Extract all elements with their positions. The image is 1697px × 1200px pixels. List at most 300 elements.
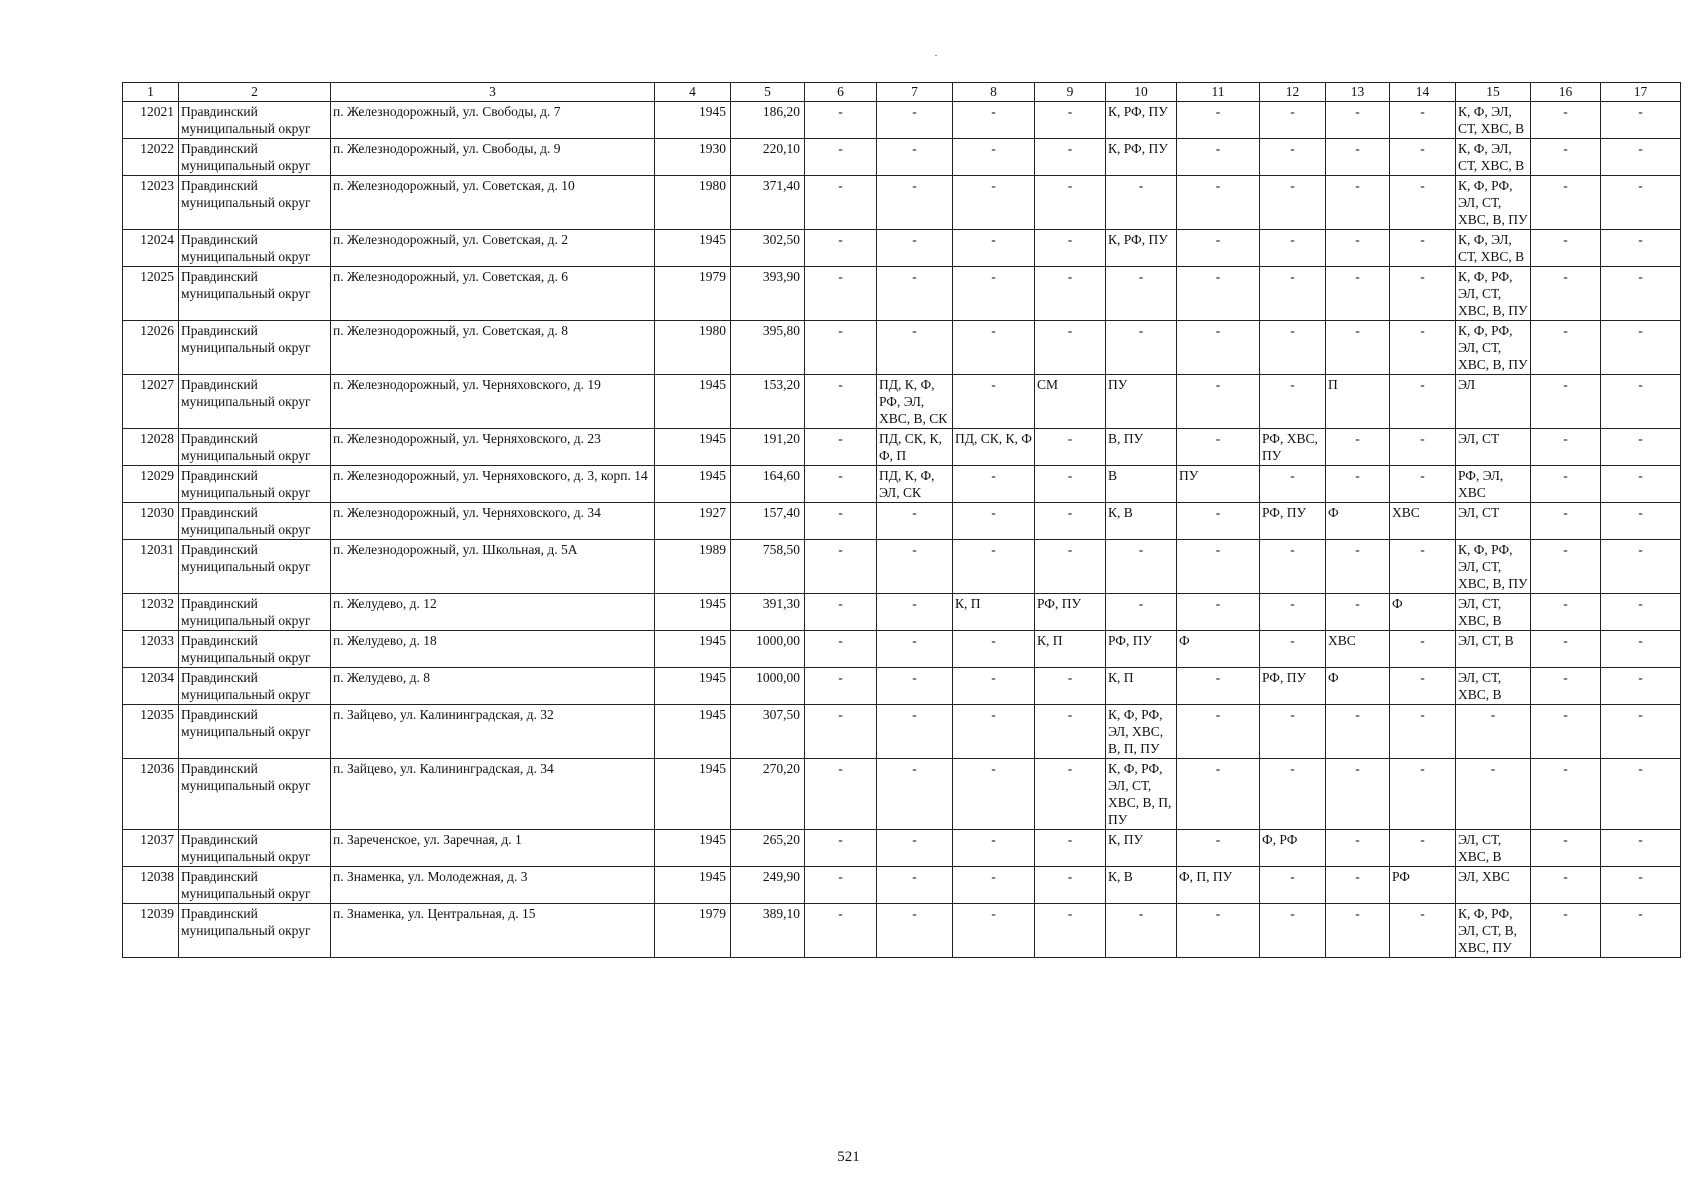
table-cell-col-17: - <box>1601 540 1681 594</box>
table-cell-col-8: К, П <box>953 594 1035 631</box>
table-cell-col-1: 12029 <box>123 466 179 503</box>
table-cell-col-12: - <box>1260 230 1326 267</box>
table-cell-col-16: - <box>1531 267 1601 321</box>
table-cell-col-14: - <box>1390 668 1456 705</box>
table-cell-col-3: п. Зареченское, ул. Заречная, д. 1 <box>331 830 655 867</box>
table-cell-col-11: ПУ <box>1177 466 1260 503</box>
table-cell-col-11: - <box>1177 503 1260 540</box>
table-row <box>123 867 1681 904</box>
table-cell-col-1: 12038 <box>123 867 179 904</box>
table-cell-col-2: Правдинский муниципальный округ <box>179 594 331 631</box>
table-cell-col-3: п. Железнодорожный, ул. Черняховского, д. 34 <box>331 503 655 540</box>
table-cell-col-2: Правдинский муниципальный округ <box>179 503 331 540</box>
table-cell-col-4: 1945 <box>655 668 731 705</box>
table-cell-col-17: - <box>1601 102 1681 139</box>
table-cell-col-5: 1000,00 <box>731 631 805 668</box>
table-cell-col-2: Правдинский муниципальный округ <box>179 466 331 503</box>
table-cell-col-1: 12033 <box>123 631 179 668</box>
table-cell-col-16: - <box>1531 668 1601 705</box>
column-header-12: 12 <box>1260 83 1326 102</box>
table-cell-col-7: - <box>877 631 953 668</box>
table-cell-col-8: - <box>953 904 1035 958</box>
table-cell-col-8: - <box>953 830 1035 867</box>
table-cell-col-7: ПД, К, Ф, РФ, ЭЛ, ХВС, В, СК <box>877 375 953 429</box>
table-cell-col-11: Ф <box>1177 631 1260 668</box>
table-cell-col-2: Правдинский муниципальный округ <box>179 540 331 594</box>
table-cell-col-15: - <box>1456 705 1531 759</box>
table-cell-col-5: 395,80 <box>731 321 805 375</box>
table-cell-col-5: 371,40 <box>731 176 805 230</box>
table-cell-col-4: 1945 <box>655 375 731 429</box>
table-cell-col-6: - <box>805 759 877 830</box>
table-cell-col-1: 12031 <box>123 540 179 594</box>
table-row <box>123 594 1681 631</box>
table-cell-col-1: 12022 <box>123 139 179 176</box>
table-cell-col-6: - <box>805 867 877 904</box>
table-cell-col-15: К, Ф, РФ, ЭЛ, СТ, В, ХВС, ПУ <box>1456 904 1531 958</box>
table-cell-col-6: - <box>805 102 877 139</box>
table-cell-col-16: - <box>1531 321 1601 375</box>
table-cell-col-3: п. Знаменка, ул. Центральная, д. 15 <box>331 904 655 958</box>
table-cell-col-11: - <box>1177 176 1260 230</box>
table-cell-col-15: К, Ф, РФ, ЭЛ, СТ, ХВС, В, ПУ <box>1456 321 1531 375</box>
table-cell-col-15: ЭЛ, СТ, ХВС, В <box>1456 830 1531 867</box>
table-cell-col-13: - <box>1326 102 1390 139</box>
table-cell-col-7: - <box>877 540 953 594</box>
table-cell-col-10: - <box>1106 540 1177 594</box>
table-cell-col-2: Правдинский муниципальный округ <box>179 830 331 867</box>
table-cell-col-4: 1945 <box>655 631 731 668</box>
table-cell-col-7: - <box>877 139 953 176</box>
table-row <box>123 631 1681 668</box>
table-cell-col-7: - <box>877 267 953 321</box>
table-cell-col-12: - <box>1260 375 1326 429</box>
table-cell-col-7: - <box>877 321 953 375</box>
table-cell-col-13: П <box>1326 375 1390 429</box>
table-cell-col-6: - <box>805 176 877 230</box>
table-cell-col-17: - <box>1601 759 1681 830</box>
table-row <box>123 230 1681 267</box>
table-cell-col-2: Правдинский муниципальный округ <box>179 668 331 705</box>
table-cell-col-9: - <box>1035 759 1106 830</box>
table-cell-col-12: Ф, РФ <box>1260 830 1326 867</box>
table-cell-col-17: - <box>1601 375 1681 429</box>
table-cell-col-4: 1945 <box>655 429 731 466</box>
table-cell-col-10: К, РФ, ПУ <box>1106 230 1177 267</box>
table-cell-col-4: 1945 <box>655 830 731 867</box>
table-cell-col-17: - <box>1601 176 1681 230</box>
table-cell-col-13: ХВС <box>1326 631 1390 668</box>
table-cell-col-6: - <box>805 904 877 958</box>
table-cell-col-15: ЭЛ, ХВС <box>1456 867 1531 904</box>
table-cell-col-8: ПД, СК, К, Ф <box>953 429 1035 466</box>
table-cell-col-7: - <box>877 705 953 759</box>
column-number-header-row <box>123 83 1681 102</box>
table-cell-col-10: - <box>1106 321 1177 375</box>
table-cell-col-12: - <box>1260 705 1326 759</box>
table-cell-col-5: 249,90 <box>731 867 805 904</box>
table-cell-col-8: - <box>953 176 1035 230</box>
table-cell-col-10: - <box>1106 904 1177 958</box>
table-cell-col-9: - <box>1035 904 1106 958</box>
table-cell-col-14: РФ <box>1390 867 1456 904</box>
column-header-17: 17 <box>1601 83 1681 102</box>
table-cell-col-6: - <box>805 321 877 375</box>
table-row <box>123 139 1681 176</box>
table-cell-col-14: - <box>1390 631 1456 668</box>
table-cell-col-15: ЭЛ, СТ, В <box>1456 631 1531 668</box>
table-cell-col-6: - <box>805 594 877 631</box>
table-cell-col-6: - <box>805 466 877 503</box>
table-cell-col-15: К, Ф, ЭЛ, СТ, ХВС, В <box>1456 139 1531 176</box>
table-cell-col-7: ПД, СК, К, Ф, П <box>877 429 953 466</box>
column-header-11: 11 <box>1177 83 1260 102</box>
table-cell-col-5: 265,20 <box>731 830 805 867</box>
table-cell-col-2: Правдинский муниципальный округ <box>179 705 331 759</box>
table-cell-col-6: - <box>805 705 877 759</box>
column-header-10: 10 <box>1106 83 1177 102</box>
table-cell-col-1: 12021 <box>123 102 179 139</box>
table-cell-col-10: К, Ф, РФ, ЭЛ, СТ, ХВС, В, П, ПУ <box>1106 759 1177 830</box>
table-cell-col-9: - <box>1035 540 1106 594</box>
table-cell-col-7: ПД, К, Ф, ЭЛ, СК <box>877 466 953 503</box>
table-cell-col-11: - <box>1177 102 1260 139</box>
table-cell-col-7: - <box>877 830 953 867</box>
table-cell-col-9: - <box>1035 102 1106 139</box>
table-cell-col-1: 12024 <box>123 230 179 267</box>
column-header-9: 9 <box>1035 83 1106 102</box>
table-cell-col-1: 12026 <box>123 321 179 375</box>
table-cell-col-1: 12027 <box>123 375 179 429</box>
table-cell-col-4: 1927 <box>655 503 731 540</box>
table-cell-col-10: К, В <box>1106 867 1177 904</box>
table-cell-col-17: - <box>1601 830 1681 867</box>
table-cell-col-9: РФ, ПУ <box>1035 594 1106 631</box>
table-cell-col-12: РФ, ПУ <box>1260 503 1326 540</box>
table-cell-col-5: 270,20 <box>731 759 805 830</box>
table-cell-col-15: К, Ф, РФ, ЭЛ, СТ, ХВС, В, ПУ <box>1456 540 1531 594</box>
table-cell-col-1: 12023 <box>123 176 179 230</box>
table-cell-col-4: 1945 <box>655 759 731 830</box>
table-cell-col-4: 1945 <box>655 867 731 904</box>
table-cell-col-13: Ф <box>1326 503 1390 540</box>
table-cell-col-5: 157,40 <box>731 503 805 540</box>
table-cell-col-8: - <box>953 705 1035 759</box>
table-cell-col-6: - <box>805 267 877 321</box>
table-cell-col-11: - <box>1177 668 1260 705</box>
table-cell-col-11: - <box>1177 904 1260 958</box>
table-cell-col-7: - <box>877 904 953 958</box>
table-cell-col-9: К, П <box>1035 631 1106 668</box>
table-cell-col-8: - <box>953 267 1035 321</box>
table-cell-col-8: - <box>953 230 1035 267</box>
table-cell-col-12: - <box>1260 321 1326 375</box>
table-cell-col-7: - <box>877 668 953 705</box>
table-cell-col-11: - <box>1177 375 1260 429</box>
table-cell-col-12: - <box>1260 631 1326 668</box>
table-cell-col-13: - <box>1326 705 1390 759</box>
table-cell-col-5: 302,50 <box>731 230 805 267</box>
table-cell-col-14: - <box>1390 429 1456 466</box>
table-cell-col-4: 1989 <box>655 540 731 594</box>
table-cell-col-10: ПУ <box>1106 375 1177 429</box>
table-cell-col-16: - <box>1531 102 1601 139</box>
table-cell-col-7: - <box>877 230 953 267</box>
table-cell-col-10: К, Ф, РФ, ЭЛ, ХВС, В, П, ПУ <box>1106 705 1177 759</box>
table-cell-col-9: - <box>1035 830 1106 867</box>
table-cell-col-2: Правдинский муниципальный округ <box>179 139 331 176</box>
table-cell-col-13: - <box>1326 904 1390 958</box>
table-cell-col-10: К, В <box>1106 503 1177 540</box>
table-cell-col-15: К, Ф, ЭЛ, СТ, ХВС, В <box>1456 102 1531 139</box>
table-cell-col-5: 307,50 <box>731 705 805 759</box>
table-cell-col-8: - <box>953 631 1035 668</box>
column-header-8: 8 <box>953 83 1035 102</box>
table-cell-col-12: РФ, ХВС, ПУ <box>1260 429 1326 466</box>
table-cell-col-15: К, Ф, РФ, ЭЛ, СТ, ХВС, В, ПУ <box>1456 267 1531 321</box>
table-cell-col-3: п. Зайцево, ул. Калининградская, д. 32 <box>331 705 655 759</box>
table-cell-col-1: 12039 <box>123 904 179 958</box>
table-cell-col-13: - <box>1326 176 1390 230</box>
table-cell-col-3: п. Желудево, д. 12 <box>331 594 655 631</box>
table-cell-col-14: - <box>1390 705 1456 759</box>
table-cell-col-15: ЭЛ, СТ <box>1456 429 1531 466</box>
table-cell-col-8: - <box>953 375 1035 429</box>
table-cell-col-12: - <box>1260 759 1326 830</box>
table-cell-col-3: п. Железнодорожный, ул. Черняховского, д. 3, корп. 14 <box>331 466 655 503</box>
table-cell-col-6: - <box>805 139 877 176</box>
table-cell-col-13: Ф <box>1326 668 1390 705</box>
table-cell-col-7: - <box>877 867 953 904</box>
table-cell-col-13: - <box>1326 230 1390 267</box>
table-cell-col-2: Правдинский муниципальный округ <box>179 904 331 958</box>
table-cell-col-8: - <box>953 503 1035 540</box>
table-cell-col-5: 220,10 <box>731 139 805 176</box>
table-cell-col-4: 1980 <box>655 321 731 375</box>
table-cell-col-16: - <box>1531 375 1601 429</box>
table-cell-col-5: 191,20 <box>731 429 805 466</box>
table-row <box>123 429 1681 466</box>
table-cell-col-1: 12036 <box>123 759 179 830</box>
table-cell-col-3: п. Железнодорожный, ул. Советская, д. 8 <box>331 321 655 375</box>
table-cell-col-12: РФ, ПУ <box>1260 668 1326 705</box>
table-cell-col-9: - <box>1035 176 1106 230</box>
table-cell-col-2: Правдинский муниципальный округ <box>179 230 331 267</box>
table-cell-col-12: - <box>1260 867 1326 904</box>
table-cell-col-12: - <box>1260 540 1326 594</box>
table-cell-col-7: - <box>877 503 953 540</box>
table-cell-col-1: 12035 <box>123 705 179 759</box>
table-cell-col-2: Правдинский муниципальный округ <box>179 321 331 375</box>
table-cell-col-10: - <box>1106 594 1177 631</box>
table-cell-col-11: - <box>1177 267 1260 321</box>
table-row <box>123 267 1681 321</box>
table-cell-col-3: п. Железнодорожный, ул. Черняховского, д. 19 <box>331 375 655 429</box>
table-cell-col-14: Ф <box>1390 594 1456 631</box>
table-cell-col-3: п. Железнодорожный, ул. Школьная, д. 5А <box>331 540 655 594</box>
table-cell-col-9: - <box>1035 705 1106 759</box>
table-row <box>123 759 1681 830</box>
table-cell-col-13: - <box>1326 466 1390 503</box>
column-header-16: 16 <box>1531 83 1601 102</box>
column-header-14: 14 <box>1390 83 1456 102</box>
table-cell-col-13: - <box>1326 540 1390 594</box>
table-cell-col-14: - <box>1390 759 1456 830</box>
table-cell-col-7: - <box>877 759 953 830</box>
table-cell-col-11: - <box>1177 594 1260 631</box>
table-cell-col-8: - <box>953 540 1035 594</box>
table-cell-col-14: - <box>1390 540 1456 594</box>
table-cell-col-15: ЭЛ, СТ <box>1456 503 1531 540</box>
table-cell-col-16: - <box>1531 705 1601 759</box>
table-cell-col-3: п. Зайцево, ул. Калининградская, д. 34 <box>331 759 655 830</box>
table-cell-col-17: - <box>1601 668 1681 705</box>
table-cell-col-1: 12032 <box>123 594 179 631</box>
table-row <box>123 830 1681 867</box>
table-cell-col-10: - <box>1106 176 1177 230</box>
table-cell-col-11: - <box>1177 759 1260 830</box>
column-header-6: 6 <box>805 83 877 102</box>
table-cell-col-3: п. Железнодорожный, ул. Черняховского, д. 23 <box>331 429 655 466</box>
column-header-2: 2 <box>179 83 331 102</box>
table-cell-col-16: - <box>1531 230 1601 267</box>
table-cell-col-4: 1945 <box>655 705 731 759</box>
table-cell-col-16: - <box>1531 631 1601 668</box>
table-cell-col-16: - <box>1531 540 1601 594</box>
table-cell-col-8: - <box>953 102 1035 139</box>
table-cell-col-16: - <box>1531 466 1601 503</box>
table-cell-col-2: Правдинский муниципальный округ <box>179 176 331 230</box>
table-cell-col-4: 1980 <box>655 176 731 230</box>
table-cell-col-8: - <box>953 668 1035 705</box>
table-cell-col-1: 12028 <box>123 429 179 466</box>
table-cell-col-16: - <box>1531 830 1601 867</box>
table-cell-col-13: - <box>1326 759 1390 830</box>
table-cell-col-4: 1945 <box>655 466 731 503</box>
table-cell-col-2: Правдинский муниципальный округ <box>179 759 331 830</box>
table-cell-col-1: 12034 <box>123 668 179 705</box>
column-header-3: 3 <box>331 83 655 102</box>
table-cell-col-17: - <box>1601 867 1681 904</box>
table-cell-col-17: - <box>1601 503 1681 540</box>
table-cell-col-6: - <box>805 503 877 540</box>
table-cell-col-8: - <box>953 466 1035 503</box>
table-cell-col-1: 12030 <box>123 503 179 540</box>
table-cell-col-13: - <box>1326 139 1390 176</box>
table-cell-col-17: - <box>1601 429 1681 466</box>
table-row <box>123 466 1681 503</box>
column-header-13: 13 <box>1326 83 1390 102</box>
table-cell-col-6: - <box>805 540 877 594</box>
table-cell-col-4: 1979 <box>655 904 731 958</box>
table-cell-col-9: - <box>1035 668 1106 705</box>
table-cell-col-6: - <box>805 668 877 705</box>
table-cell-col-9: - <box>1035 321 1106 375</box>
table-cell-col-9: - <box>1035 230 1106 267</box>
table-cell-col-9: - <box>1035 139 1106 176</box>
table-cell-col-4: 1945 <box>655 594 731 631</box>
table-cell-col-11: - <box>1177 705 1260 759</box>
table-cell-col-17: - <box>1601 230 1681 267</box>
table-cell-col-3: п. Железнодорожный, ул. Свободы, д. 9 <box>331 139 655 176</box>
table-cell-col-3: п. Знаменка, ул. Молодежная, д. 3 <box>331 867 655 904</box>
table-cell-col-1: 12025 <box>123 267 179 321</box>
table-cell-col-4: 1945 <box>655 102 731 139</box>
table-cell-col-2: Правдинский муниципальный округ <box>179 631 331 668</box>
table-cell-col-5: 153,20 <box>731 375 805 429</box>
table-cell-col-3: п. Желудево, д. 18 <box>331 631 655 668</box>
table-cell-col-5: 393,90 <box>731 267 805 321</box>
table-cell-col-17: - <box>1601 904 1681 958</box>
table-cell-col-4: 1979 <box>655 267 731 321</box>
table-cell-col-14: - <box>1390 176 1456 230</box>
table-cell-col-3: п. Железнодорожный, ул. Советская, д. 6 <box>331 267 655 321</box>
table-cell-col-16: - <box>1531 867 1601 904</box>
table-cell-col-6: - <box>805 375 877 429</box>
table-cell-col-15: К, Ф, РФ, ЭЛ, СТ, ХВС, В, ПУ <box>1456 176 1531 230</box>
table-cell-col-14: - <box>1390 267 1456 321</box>
table-cell-col-9: - <box>1035 267 1106 321</box>
table-cell-col-12: - <box>1260 102 1326 139</box>
table-cell-col-14: - <box>1390 102 1456 139</box>
table-cell-col-14: - <box>1390 230 1456 267</box>
table-cell-col-17: - <box>1601 267 1681 321</box>
table-cell-col-12: - <box>1260 904 1326 958</box>
table-cell-col-16: - <box>1531 429 1601 466</box>
table-cell-col-10: К, П <box>1106 668 1177 705</box>
table-cell-col-10: РФ, ПУ <box>1106 631 1177 668</box>
column-header-1: 1 <box>123 83 179 102</box>
table-cell-col-4: 1930 <box>655 139 731 176</box>
table-cell-col-12: - <box>1260 139 1326 176</box>
scan-speck <box>935 55 937 56</box>
table-cell-col-15: К, Ф, ЭЛ, СТ, ХВС, В <box>1456 230 1531 267</box>
table-cell-col-8: - <box>953 867 1035 904</box>
table-cell-col-5: 758,50 <box>731 540 805 594</box>
table-cell-col-10: К, РФ, ПУ <box>1106 139 1177 176</box>
housing-register-table <box>122 82 1681 958</box>
table-row <box>123 904 1681 958</box>
table-cell-col-11: - <box>1177 321 1260 375</box>
table-cell-col-10: К, ПУ <box>1106 830 1177 867</box>
table-cell-col-14: - <box>1390 830 1456 867</box>
table-cell-col-13: - <box>1326 594 1390 631</box>
table-cell-col-15: - <box>1456 759 1531 830</box>
table-cell-col-17: - <box>1601 139 1681 176</box>
table-cell-col-17: - <box>1601 594 1681 631</box>
table-cell-col-12: - <box>1260 594 1326 631</box>
table-cell-col-5: 186,20 <box>731 102 805 139</box>
table-cell-col-9: - <box>1035 429 1106 466</box>
table-cell-col-3: п. Железнодорожный, ул. Свободы, д. 7 <box>331 102 655 139</box>
table-cell-col-11: - <box>1177 230 1260 267</box>
table-cell-col-9: СМ <box>1035 375 1106 429</box>
table-cell-col-17: - <box>1601 466 1681 503</box>
table-cell-col-13: - <box>1326 267 1390 321</box>
table-cell-col-3: п. Железнодорожный, ул. Советская, д. 10 <box>331 176 655 230</box>
table-cell-col-2: Правдинский муниципальный округ <box>179 867 331 904</box>
table-cell-col-15: ЭЛ <box>1456 375 1531 429</box>
table-cell-col-1: 12037 <box>123 830 179 867</box>
table-cell-col-16: - <box>1531 176 1601 230</box>
table-row <box>123 540 1681 594</box>
table-cell-col-5: 391,30 <box>731 594 805 631</box>
table-cell-col-16: - <box>1531 503 1601 540</box>
table-cell-col-2: Правдинский муниципальный округ <box>179 267 331 321</box>
table-cell-col-10: В <box>1106 466 1177 503</box>
table-cell-col-11: - <box>1177 830 1260 867</box>
table-cell-col-5: 389,10 <box>731 904 805 958</box>
